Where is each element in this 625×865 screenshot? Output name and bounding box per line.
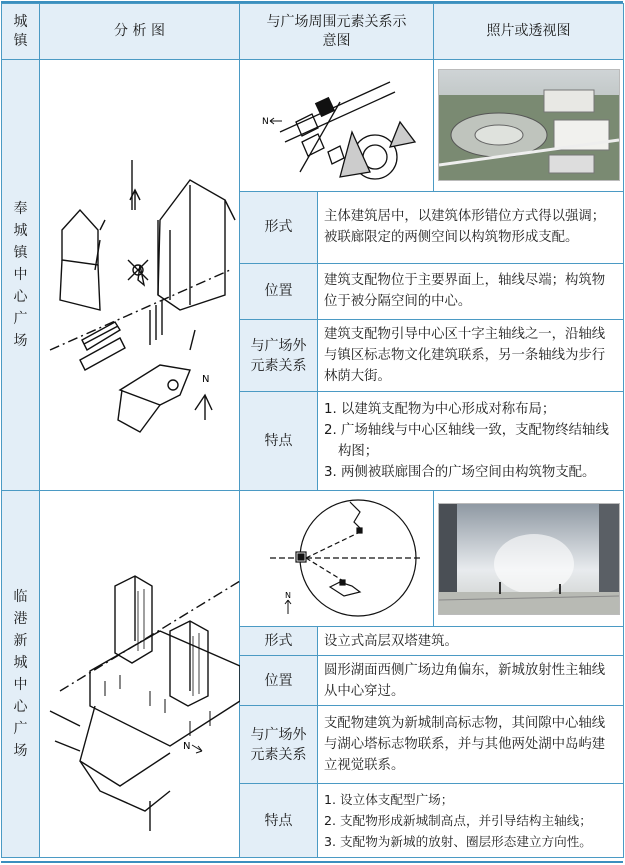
section1-feature-item: 1. 以建筑支配物为中心形成对称布局； [324, 402, 556, 418]
header-row [2, 4, 624, 60]
section1-axonometric-sketch [40, 60, 240, 490]
section2-town: 临港新城中心广场 [2, 491, 40, 858]
section1-label-form: 形式 [240, 191, 318, 263]
section1-label-position: 位置 [240, 263, 318, 320]
section1-relation-diagram [240, 60, 434, 192]
section2-photo-cell [434, 491, 624, 627]
section1-label-relation: 与广场外元素关系 [240, 320, 318, 392]
section2-text-form: 设立式高层双塔建筑。 [318, 627, 624, 655]
header-relation: 与广场周围元素关系示意图 [240, 4, 434, 60]
section1-north-label: N [202, 374, 210, 385]
section1-photo [438, 69, 620, 181]
section1-plan-north-label: N [262, 116, 269, 127]
section1-text-form: 主体建筑居中，以建筑体形错位方式得以强调；被联廊限定的两侧空间以构筑物形成支配。 [318, 191, 624, 263]
section1-analysis-sketch [40, 60, 240, 491]
section1-photo-cell [434, 60, 624, 192]
section2-plan-north-label: N [285, 590, 291, 600]
section1-feature-item: 3. 两侧被联廊围合的广场空间由构筑物支配。 [324, 465, 596, 481]
section1-text-relation: 建筑支配物引导中心区十字主轴线之一，沿轴线与镇区标志物文化建筑联系，另一条轴线为步行林荫大街。 [318, 320, 624, 392]
section1-features-list [318, 392, 624, 491]
section2-features-list [318, 784, 624, 858]
section2-label-form: 形式 [240, 627, 318, 655]
header-analysis: 分 析 图 [40, 4, 240, 60]
page [1, 1, 623, 863]
section2-relation-diagram [240, 491, 434, 627]
section2-perspective-photo [439, 504, 619, 614]
section2-label-features: 特点 [240, 784, 318, 858]
section2-label-position: 位置 [240, 655, 318, 706]
section2-label-relation: 与广场外元素关系 [240, 706, 318, 784]
section2-photo [438, 503, 620, 615]
section2-row-figures [2, 491, 624, 627]
section2-axonometric-sketch [40, 491, 240, 857]
section1-plan-diagram [240, 62, 434, 189]
section1-feature-item: 2. 广场轴线与中心区轴线一致，支配物终结轴线构图； [324, 423, 609, 460]
section1-label-features: 特点 [240, 392, 318, 491]
comparison-table [1, 3, 624, 858]
section2-analysis-sketch [40, 491, 240, 858]
section1-aerial-photo [439, 70, 619, 180]
section1-row-figures [2, 60, 624, 192]
section1-town: 奉城镇中心广场 [2, 60, 40, 491]
header-town: 城镇 [2, 4, 40, 60]
section2-feature-item: 3. 支配物为新城的放射、圈层形态建立方向性。 [324, 834, 592, 850]
header-photo: 照片或透视图 [434, 4, 624, 60]
section2-north-label: N [183, 741, 191, 752]
section2-plan-diagram [240, 492, 434, 626]
section2-text-relation: 支配物建筑为新城制高标志物，其间隙中心轴线与湖心塔标志物联系，并与其他两处湖中岛屿建立视觉联系。 [318, 706, 624, 784]
section1-text-position: 建筑支配物位于主要界面上，轴线尽端；构筑物位于被分隔空间的中心。 [318, 263, 624, 320]
bottom-rule [1, 861, 623, 863]
section2-feature-item: 1. 设立体支配型广场； [324, 792, 454, 808]
section2-text-position: 圆形湖面西侧广场边角偏东，新城放射性主轴线从中心穿过。 [318, 655, 624, 706]
section2-feature-item: 2. 支配物形成新城制高点，并引导结构主轴线； [324, 813, 592, 829]
